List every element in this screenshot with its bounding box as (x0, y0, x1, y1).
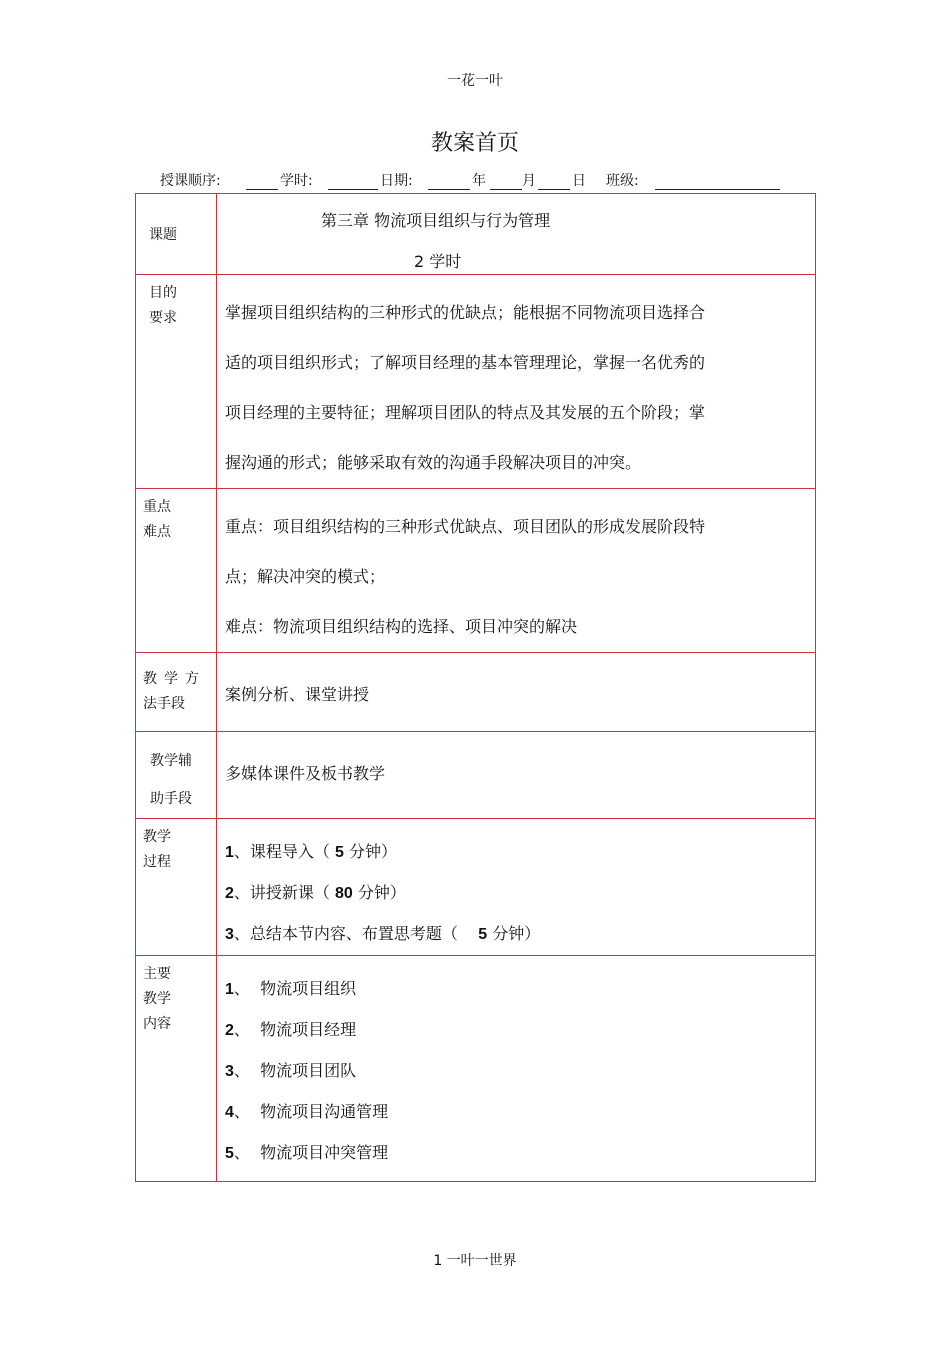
key-points-content-cell (217, 489, 816, 653)
hours-blank (328, 189, 378, 190)
objectives-line: 掌握项目组织结构的三种形式的优缺点；能根据不同物流项目选择合 (225, 303, 706, 322)
methods-label-2: 法手段 (143, 696, 185, 712)
aids-row (136, 732, 816, 819)
process-label-1: 教学 (143, 829, 171, 845)
aids-text: 多媒体课件及板书教学 (225, 764, 386, 783)
process-row (136, 819, 816, 956)
topic-label: 课题 (149, 227, 177, 243)
year-label: 年 (472, 173, 486, 189)
methods-text: 案例分析、课堂讲授 (225, 685, 370, 704)
objectives-content-cell (217, 275, 816, 489)
topic-line-1: 第三章 物流项目组织与行为管理 (321, 211, 551, 230)
hours-label: 学时: (280, 173, 313, 189)
key-points-label-cell (136, 489, 217, 653)
process-label-cell (136, 819, 217, 956)
content-label-3: 内容 (143, 1016, 171, 1032)
day-label: 日 (572, 173, 586, 189)
lesson-plan-table (135, 193, 816, 1182)
key-points-line: 重点：项目组织结构的三种形式优缺点、项目团队的形成发展阶段特 (225, 517, 706, 536)
content-item: 2、 物流项目经理 (225, 1020, 357, 1039)
content-label-1: 主要 (143, 966, 171, 982)
methods-row (136, 653, 816, 732)
process-item: 1、课程导入（ 5 分钟） (225, 842, 397, 861)
key-points-row (136, 489, 816, 653)
topic-content-cell (217, 194, 816, 275)
methods-label-cell (136, 653, 217, 732)
page-title: 教案首页 (430, 131, 519, 156)
methods-content-cell (217, 653, 816, 732)
page-footer: 1 一叶一世界 (433, 1253, 517, 1269)
aids-label-1: 教学辅 (150, 753, 192, 769)
topic-line-2: 2 学时 (414, 252, 462, 271)
key-points-line: 点；解决冲突的模式； (225, 567, 386, 586)
content-item: 1、 物流项目组织 (225, 979, 357, 998)
process-label-2: 过程 (143, 854, 171, 870)
topic-label-cell (136, 194, 217, 275)
content-label-cell (136, 956, 217, 1182)
key-points-label-1: 重点 (143, 499, 171, 515)
content-item: 4、 物流项目沟通管理 (225, 1102, 389, 1121)
aids-content-cell (217, 732, 816, 819)
aids-label-cell (136, 732, 217, 819)
process-content-cell (217, 819, 816, 956)
objectives-label-2: 要求 (149, 310, 177, 326)
key-points-line: 难点：物流项目组织结构的选择、项目冲突的解决 (225, 617, 578, 636)
objectives-line: 适的项目组织形式；了解项目经理的基本管理理论，掌握一名优秀的 (225, 353, 706, 372)
class-label: 班级: (606, 173, 639, 189)
year-blank (428, 189, 470, 190)
process-item: 2、讲授新课（ 80 分钟） (225, 883, 406, 902)
aids-label-2: 助手段 (150, 791, 192, 807)
content-item: 3、 物流项目团队 (225, 1061, 357, 1080)
objectives-row (136, 275, 816, 489)
objectives-label-cell (136, 275, 217, 489)
topic-row (136, 194, 816, 275)
date-label: 日期: (380, 173, 413, 189)
page-header: 一花一叶 (447, 73, 503, 89)
process-item: 3、总结本节内容、布置思考题（ 5 分钟） (225, 924, 541, 943)
key-points-label-2: 难点 (143, 524, 171, 540)
content-content-cell (217, 956, 816, 1182)
class-blank (655, 189, 780, 190)
objectives-line: 握沟通的形式；能够采取有效的沟通手段解决项目的冲突。 (225, 453, 642, 472)
content-label-2: 教学 (143, 991, 171, 1007)
content-item: 5、 物流项目冲突管理 (225, 1143, 389, 1162)
objectives-line: 项目经理的主要特征；理解项目团队的特点及其发展的五个阶段；掌 (225, 403, 706, 422)
order-label: 授课顺序: (160, 173, 221, 189)
day-blank (538, 189, 570, 190)
order-blank (246, 189, 278, 190)
month-label: 月 (522, 173, 536, 189)
content-row (136, 956, 816, 1182)
month-blank (490, 189, 522, 190)
objectives-label-1: 目的 (149, 285, 177, 301)
methods-label-1: 教学方 (143, 671, 206, 687)
